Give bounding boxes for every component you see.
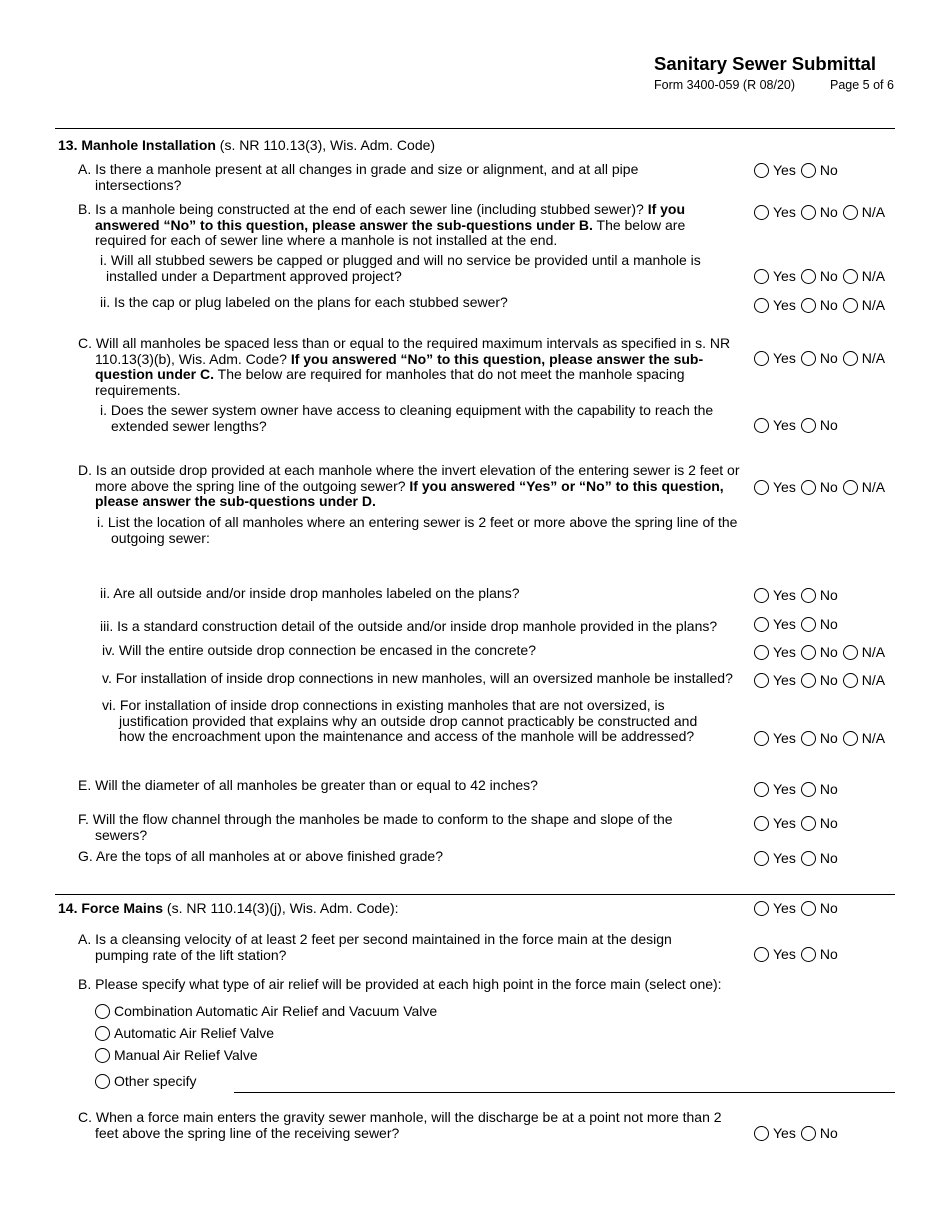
radio-circle-icon[interactable] [801, 731, 816, 746]
radio-circle-icon[interactable] [754, 1126, 769, 1141]
radio-circle-icon[interactable] [754, 418, 769, 433]
radio-circle-icon[interactable] [801, 298, 816, 313]
radio-circle-icon[interactable] [754, 205, 769, 220]
radio-circle-icon[interactable] [801, 782, 816, 797]
question-13b-i: i. Will all stubbed sewers be capped or plugged and will no service be provided until a manhole is installed under a Department approved project? [100, 252, 701, 284]
air-relief-option-other[interactable]: Other specify [95, 1073, 196, 1089]
section-13-title: 13. Manhole Installation [58, 137, 216, 153]
radio-na[interactable]: N/A [843, 350, 885, 366]
radio-yes[interactable]: Yes [754, 900, 796, 916]
radio-no[interactable]: No [801, 644, 838, 660]
form-number: Form 3400-059 (R 08/20) [654, 78, 796, 92]
radio-circle-icon[interactable] [801, 816, 816, 831]
radio-circle-icon[interactable] [801, 418, 816, 433]
section-14-title: 14. Force Mains [58, 900, 164, 916]
radio-yes[interactable]: Yes [754, 616, 796, 632]
radio-circle-icon[interactable] [754, 851, 769, 866]
answer-13c [754, 350, 890, 366]
radio-circle-icon[interactable] [801, 617, 816, 632]
radio-no[interactable]: No [801, 1125, 838, 1141]
radio-circle-icon[interactable] [95, 1048, 110, 1063]
radio-circle-icon[interactable] [801, 947, 816, 962]
radio-circle-icon[interactable] [843, 351, 858, 366]
radio-circle-icon[interactable] [801, 645, 816, 660]
answer-14c [754, 1125, 843, 1141]
radio-no[interactable]: No [801, 297, 838, 313]
page-number: Page 5 of 6 [830, 78, 894, 92]
divider [55, 894, 895, 895]
radio-circle-icon[interactable] [754, 269, 769, 284]
radio-no[interactable]: No [801, 587, 838, 603]
radio-circle-icon[interactable] [801, 1126, 816, 1141]
answer-13d-vi [754, 730, 890, 746]
radio-circle-icon[interactable] [843, 673, 858, 688]
radio-yes[interactable]: Yes [754, 162, 796, 178]
radio-circle-icon[interactable] [843, 480, 858, 495]
radio-yes[interactable]: Yes [754, 1125, 796, 1141]
question-13b: B. Is a manhole being constructed at the end of each sewer line (including stubbed sewer)? If you answered “No” to this question, please answer the sub-questions under B. The below are required for each of sewer line where a manhole is not installed at the end. [78, 201, 686, 248]
question-13d-iii: iii. Is a standard construction detail of the outside and/or inside drop manhole provided in the plans? [100, 618, 718, 634]
air-relief-option-combination[interactable]: Combination Automatic Air Relief and Vacuum Valve [95, 1003, 437, 1019]
question-14c: C. When a force main enters the gravity sewer manhole, will the discharge be at a point not more than 2 feet above the spring line of the receiving sewer? [78, 1109, 722, 1141]
radio-na[interactable]: N/A [843, 479, 885, 495]
radio-yes[interactable]: Yes [754, 644, 796, 660]
air-relief-option-automatic[interactable]: Automatic Air Relief Valve [95, 1025, 274, 1041]
question-13d-ii: ii. Are all outside and/or inside drop manholes labeled on the plans? [100, 585, 520, 601]
radio-circle-icon[interactable] [801, 163, 816, 178]
section-14-ref: (s. NR 110.14(3)(j), Wis. Adm. Code): [163, 900, 399, 916]
question-13d-i: i. List the location of all manholes where an entering sewer is 2 feet or more above the spring line of the outgoing sewer: [97, 514, 738, 546]
radio-no[interactable]: No [801, 672, 838, 688]
answer-13d [754, 479, 890, 495]
radio-no[interactable]: No [801, 350, 838, 366]
radio-yes[interactable]: Yes [754, 730, 796, 746]
question-13f: F. Will the flow channel through the manholes be made to conform to the shape and slope of the sewers? [78, 811, 673, 843]
radio-circle-icon[interactable] [95, 1004, 110, 1019]
answer-13d-iv [754, 644, 890, 660]
form-title: Sanitary Sewer Submittal [654, 53, 877, 74]
answer-13d-iii [754, 616, 843, 632]
radio-circle-icon[interactable] [801, 673, 816, 688]
radio-circle-icon[interactable] [754, 163, 769, 178]
radio-yes[interactable]: Yes [754, 350, 796, 366]
radio-no[interactable]: No [801, 162, 838, 178]
radio-no[interactable]: No [801, 730, 838, 746]
question-13d-vi: vi. For installation of inside drop connections in existing manholes that are not oversized, is justification provided that explains why an outside drop cannot practicably be constructed and how the encroachment upon the maintenance and access of the manhole will be addressed? [102, 697, 698, 744]
answer-13a [754, 162, 843, 178]
radio-circle-icon[interactable] [754, 298, 769, 313]
radio-circle-icon[interactable] [801, 901, 816, 916]
radio-na[interactable]: N/A [843, 644, 885, 660]
radio-yes[interactable]: Yes [754, 946, 796, 962]
radio-circle-icon[interactable] [95, 1074, 110, 1089]
radio-no[interactable]: No [801, 850, 838, 866]
question-13g: G. Are the tops of all manholes at or above finished grade? [78, 848, 444, 864]
question-13a: A. Is there a manhole present at all changes in grade and size or alignment, and at all pipe intersections? [78, 161, 639, 193]
radio-circle-icon[interactable] [754, 673, 769, 688]
radio-circle-icon[interactable] [754, 782, 769, 797]
radio-yes[interactable]: Yes [754, 479, 796, 495]
divider [55, 128, 895, 129]
question-13d-v: v. For installation of inside drop connections in new manholes, will an oversized manhole be installed? [102, 670, 733, 686]
answer-14a [754, 946, 843, 962]
radio-yes[interactable]: Yes [754, 781, 796, 797]
radio-circle-icon[interactable] [754, 816, 769, 831]
radio-no[interactable]: No [801, 616, 838, 632]
radio-circle-icon[interactable] [754, 947, 769, 962]
question-13b-ii: ii. Is the cap or plug labeled on the plans for each stubbed sewer? [100, 294, 508, 310]
question-13d: D. Is an outside drop provided at each manhole where the invert elevation of the entering sewer is 2 feet or more above the spring line of the outgoing sewer? If you answered “Yes” or “No” to this question, please answer the sub-questions under D. [78, 462, 740, 509]
radio-no[interactable]: No [801, 815, 838, 831]
radio-circle-icon[interactable] [843, 731, 858, 746]
radio-circle-icon[interactable] [754, 645, 769, 660]
radio-yes[interactable]: Yes [754, 297, 796, 313]
answer-13d-ii [754, 587, 843, 603]
question-14b: B. Please specify what type of air relief will be provided at each high point in the force main (select one): [78, 976, 722, 992]
radio-yes[interactable]: Yes [754, 815, 796, 831]
radio-yes[interactable]: Yes [754, 850, 796, 866]
answer-13g [754, 850, 843, 866]
radio-circle-icon[interactable] [754, 588, 769, 603]
radio-circle-icon[interactable] [801, 269, 816, 284]
radio-circle-icon[interactable] [843, 645, 858, 660]
question-14a: A. Is a cleansing velocity of at least 2 feet per second maintained in the force main at the design pumping rate of the lift station? [78, 931, 672, 963]
question-13c-i: i. Does the sewer system owner have access to cleaning equipment with the capability to reach the extended sewer lengths? [100, 402, 714, 434]
radio-circle-icon[interactable] [754, 617, 769, 632]
radio-circle-icon[interactable] [754, 480, 769, 495]
radio-yes[interactable]: Yes [754, 417, 796, 433]
radio-circle-icon[interactable] [801, 588, 816, 603]
radio-circle-icon[interactable] [843, 205, 858, 220]
radio-circle-icon[interactable] [754, 901, 769, 916]
radio-yes[interactable]: Yes [754, 587, 796, 603]
radio-no[interactable]: No [801, 900, 838, 916]
section-13-heading [58, 138, 435, 154]
question-13c: C. Will all manholes be spaced less than or equal to the required maximum intervals as specified in s. NR 110.13(3)(b), Wis. Adm. Code? If you answered “No” to this question, please answer the sub-question under C. The below are required for manholes that do not meet the manhole spacing requirements. [78, 335, 731, 398]
radio-na[interactable]: N/A [843, 730, 885, 746]
radio-na[interactable]: N/A [843, 204, 885, 220]
answer-14 [754, 900, 843, 916]
section-13-ref: (s. NR 110.13(3), Wis. Adm. Code) [215, 137, 436, 153]
radio-yes[interactable]: Yes [754, 672, 796, 688]
radio-circle-icon[interactable] [754, 731, 769, 746]
section-14-heading [58, 901, 399, 917]
radio-circle-icon[interactable] [843, 269, 858, 284]
radio-no[interactable]: No [801, 417, 838, 433]
radio-no[interactable]: No [801, 268, 838, 284]
radio-circle-icon[interactable] [801, 851, 816, 866]
answer-13b-ii [754, 297, 890, 313]
answer-13b-i [754, 268, 890, 284]
radio-na[interactable]: N/A [843, 297, 885, 313]
radio-na[interactable]: N/A [843, 672, 885, 688]
answer-13c-i [754, 417, 843, 433]
air-relief-option-manual[interactable]: Manual Air Relief Valve [95, 1047, 258, 1063]
radio-no[interactable]: No [801, 479, 838, 495]
answer-13d-v [754, 672, 890, 688]
question-13d-iv: iv. Will the entire outside drop connection be encased in the concrete? [102, 642, 536, 658]
radio-circle-icon[interactable] [801, 351, 816, 366]
other-specify-field[interactable] [234, 1092, 895, 1093]
radio-yes[interactable]: Yes [754, 204, 796, 220]
answer-13f [754, 815, 843, 831]
radio-circle-icon[interactable] [843, 298, 858, 313]
radio-na[interactable]: N/A [843, 268, 885, 284]
radio-no[interactable]: No [801, 204, 838, 220]
answer-13b [754, 204, 890, 220]
radio-no[interactable]: No [801, 781, 838, 797]
radio-no[interactable]: No [801, 946, 838, 962]
question-13e: E. Will the diameter of all manholes be greater than or equal to 42 inches? [78, 777, 538, 793]
answer-13e [754, 781, 843, 797]
radio-circle-icon[interactable] [801, 480, 816, 495]
radio-yes[interactable]: Yes [754, 268, 796, 284]
radio-circle-icon[interactable] [754, 351, 769, 366]
radio-circle-icon[interactable] [801, 205, 816, 220]
radio-circle-icon[interactable] [95, 1026, 110, 1041]
